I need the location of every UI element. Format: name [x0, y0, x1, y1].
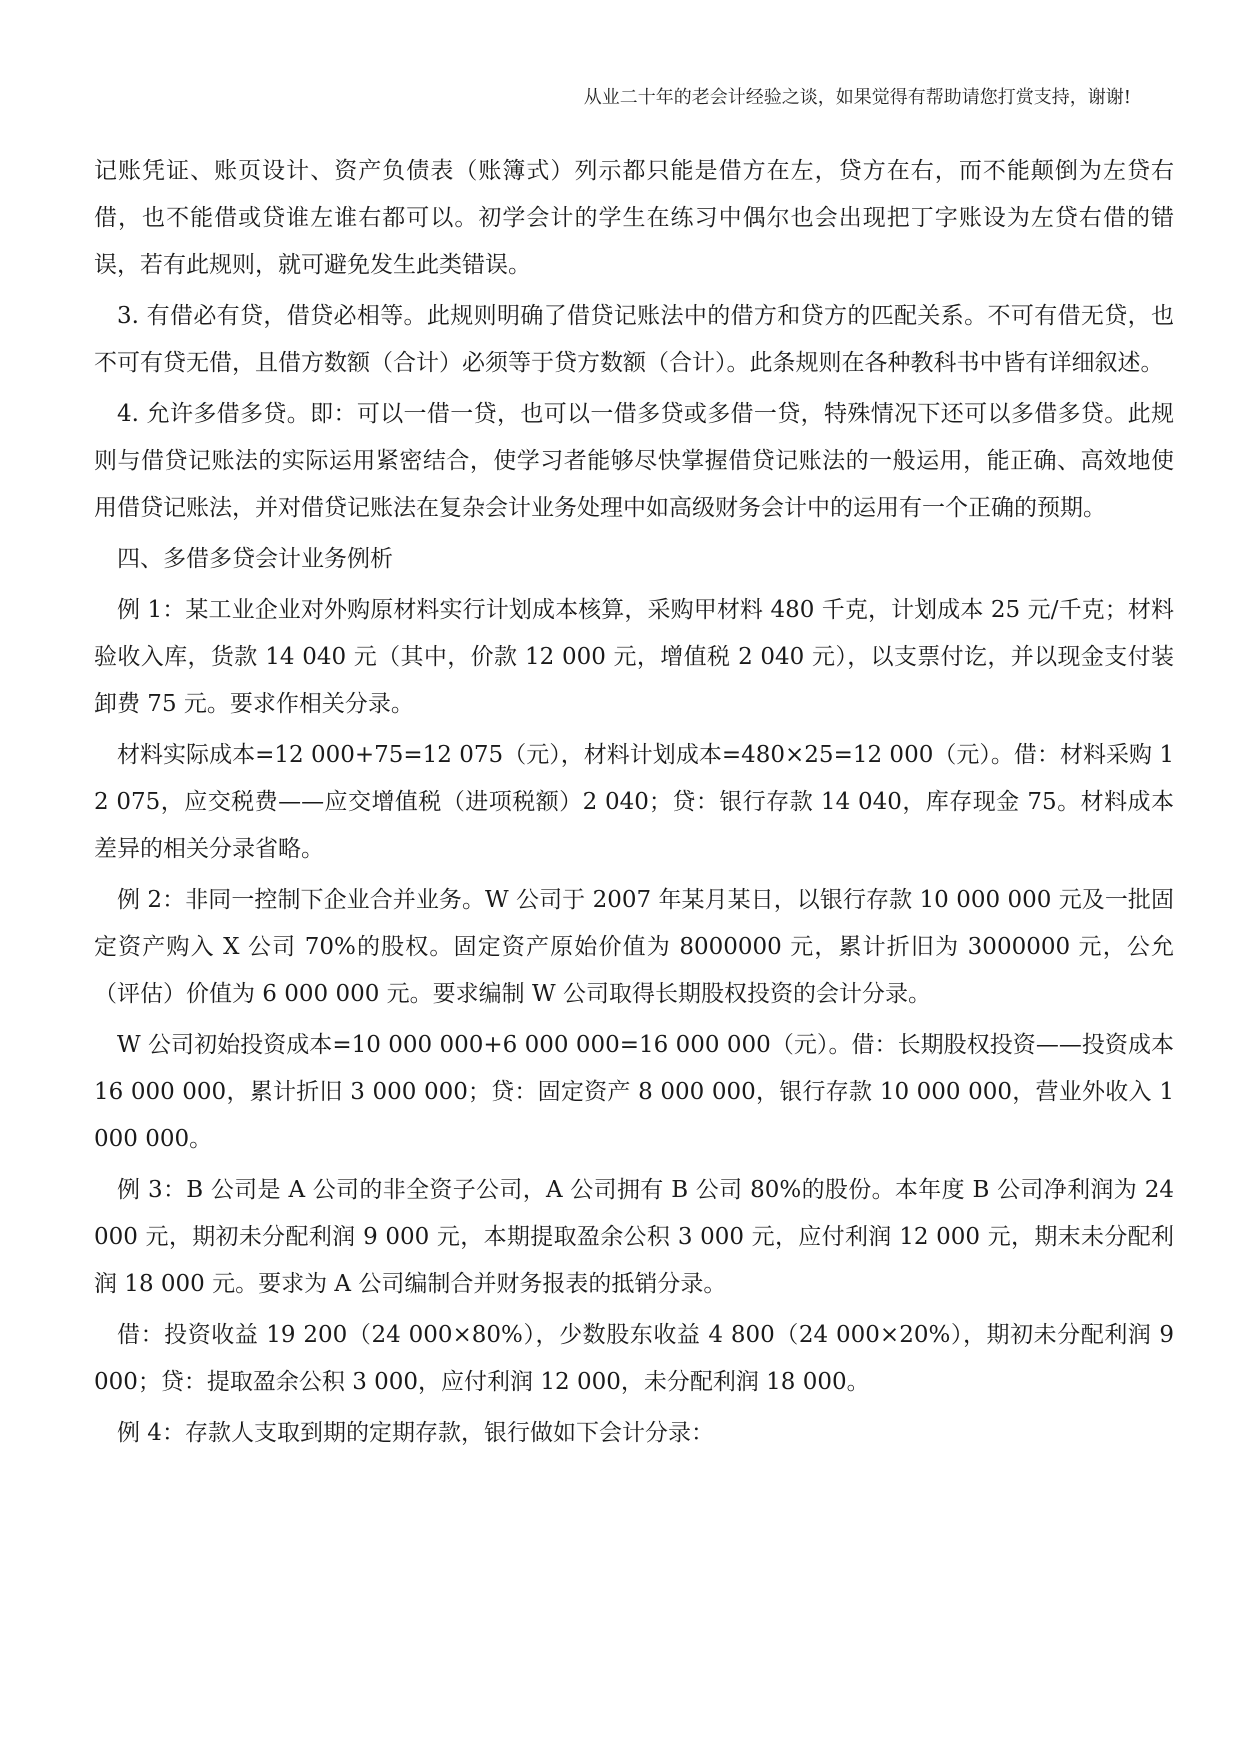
- document-body: [94, 150, 1174, 1461]
- paragraph-rule-3: 3. 有借必有贷，借贷必相等。此规则明确了借贷记账法中的借方和贷方的匹配关系。不可有借无贷，也不可有贷无借，且借方数额（合计）必须等于贷方数额（合计）。此条规则在各种教科书中皆有详细叙述。: [94, 303, 1174, 376]
- paragraph-example-2: 例 2：非同一控制下企业合并业务。W 公司于 2007 年某月某日，以银行存款 10 000 000 元及一批固定资产购入 X 公司 70%的股权。固定资产原始价值为 8000000 元，累计折旧为 3000000 元，公允（评估）价值为 6 000 000 元。要求编制 W 公司取得长期股权投资的会计分录。: [94, 887, 1174, 1007]
- paragraph-debit-credit-layout: 记账凭证、账页设计、资产负债表（账簿式）列示都只能是借方在左，贷方在右，而不能颠倒为左贷右借，也不能借或贷谁左谁右都可以。初学会计的学生在练习中偶尔也会出现把丁字账设为左贷右借的错误，若有此规则，就可避免发生此类错误。: [94, 158, 1174, 278]
- paragraph-example-1-solution: 材料实际成本=12 000+75=12 075（元），材料计划成本=480×25=12 000（元）。借：材料采购 12 075，应交税费——应交增值税（进项税额）2 040；贷：银行存款 14 040，库存现金 75。材料成本差异的相关分录省略。: [94, 742, 1174, 862]
- page-header-note: 从业二十年的老会计经验之谈，如果觉得有帮助请您打赏支持，谢谢!: [583, 87, 1131, 108]
- paragraph-example-1: 例 1：某工业企业对外购原材料实行计划成本核算，采购甲材料 480 千克，计划成本 25 元/千克；材料验收入库，货款 14 040 元（其中，价款 12 000 元，增值税 2 040 元），以支票付讫，并以现金支付装卸费 75 元。要求作相关分录。: [94, 597, 1174, 717]
- paragraph-example-3-solution: 借：投资收益 19 200（24 000×80%），少数股东收益 4 800（24 000×20%），期初未分配利润 9 000；贷：提取盈余公积 3 000，应付利润 12 000，未分配利润 18 000。: [94, 1322, 1174, 1395]
- paragraph-example-4: 例 4：存款人支取到期的定期存款，银行做如下会计分录：: [117, 1420, 714, 1446]
- paragraph-example-3: 例 3：B 公司是 A 公司的非全资子公司，A 公司拥有 B 公司 80%的股份。本年度 B 公司净利润为 24 000 元，期初未分配利润 9 000 元，本期提取盈余公积 3 000 元，应付利润 12 000 元，期末未分配利润 18 000 元。要求为 A 公司编制合并财务报表的抵销分录。: [94, 1177, 1174, 1297]
- paragraph-rule-4: 4. 允许多借多贷。即：可以一借一贷，也可以一借多贷或多借一贷，特殊情况下还可以多借多贷。此规则与借贷记账法的实际运用紧密结合，使学习者能够尽快掌握借贷记账法的一般运用，能正确、高效地使用借贷记账法，并对借贷记账法在复杂会计业务处理中如高级财务会计中的运用有一个正确的预期。: [94, 401, 1174, 521]
- paragraph-example-2-solution: W 公司初始投资成本=10 000 000+6 000 000=16 000 000（元）。借：长期股权投资——投资成本 16 000 000，累计折旧 3 000 000；贷：固定资产 8 000 000，银行存款 10 000 000，营业外收入 1 000 000。: [94, 1032, 1174, 1152]
- section-heading-4: 四、多借多贷会计业务例析: [117, 546, 393, 572]
